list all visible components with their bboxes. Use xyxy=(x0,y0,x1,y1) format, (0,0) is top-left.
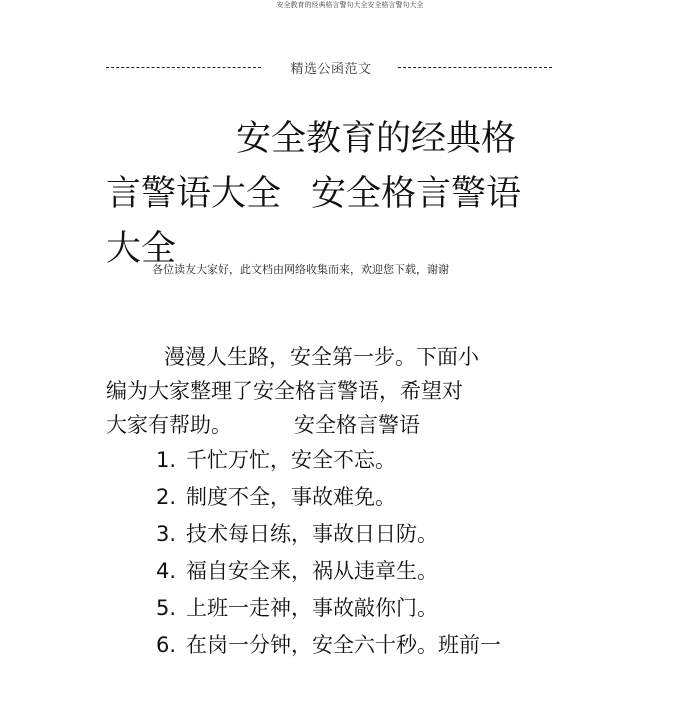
intro-text-1: 漫漫人生路，安全第一步。下面小 xyxy=(164,345,479,369)
list-item-text: 千忙万忙，安全不忘。 xyxy=(186,448,396,472)
list-item xyxy=(106,553,556,590)
title-line-1: 安全教育的经典格 xyxy=(236,119,517,159)
list-item xyxy=(106,442,556,479)
document-subtitle: 各位读友大家好，此文档由网络收集而来，欢迎您下载，谢谢 xyxy=(152,263,449,276)
list-item-number: 6. xyxy=(156,633,177,657)
list-item-number: 5. xyxy=(156,596,177,620)
intro-line-1 xyxy=(106,340,556,374)
document-title xyxy=(106,112,576,277)
title-line-3: 大全 xyxy=(106,229,177,269)
list-item-text: 在岗一分钟，安全六十秒。班前一 xyxy=(186,633,501,657)
list-item-number: 1. xyxy=(156,448,177,472)
section-heading: 安全格言警语 xyxy=(294,413,420,437)
list-item xyxy=(106,479,556,516)
list-item-number: 4. xyxy=(156,559,177,583)
list-item xyxy=(106,590,556,627)
intro-text-3a: 大家有帮助。 xyxy=(106,413,232,437)
list-item-text: 福自安全来，祸从违章生。 xyxy=(186,559,438,583)
list-item-text: 上班一走神，事故敲你门。 xyxy=(186,596,438,620)
list-item-text: 制度不全，事故难免。 xyxy=(186,485,396,509)
list-item xyxy=(106,516,556,553)
document-body xyxy=(106,340,556,664)
list-item xyxy=(106,627,556,664)
header-rule xyxy=(106,57,552,77)
list-item-text: 技术每日练，事故日日防。 xyxy=(186,522,438,546)
intro-line-2 xyxy=(106,374,556,408)
list-item-number: 3. xyxy=(156,522,177,546)
header-dashed-line-left xyxy=(106,67,261,68)
title-line-2a: 言警语大全 xyxy=(106,174,282,214)
title-line-2b: 安全格言警语 xyxy=(311,174,522,214)
header-label: 精选公函范文 xyxy=(290,61,372,77)
top-caption: 安全教育的经典格言警句大全安全格言警句大全 xyxy=(276,1,424,9)
intro-text-2: 编为大家整理了安全格言警语，希望对 xyxy=(106,379,463,403)
list-item-number: 2. xyxy=(156,485,177,509)
header-dashed-line-right xyxy=(398,67,553,68)
slogan-list xyxy=(106,442,556,664)
intro-line-3 xyxy=(106,408,556,442)
